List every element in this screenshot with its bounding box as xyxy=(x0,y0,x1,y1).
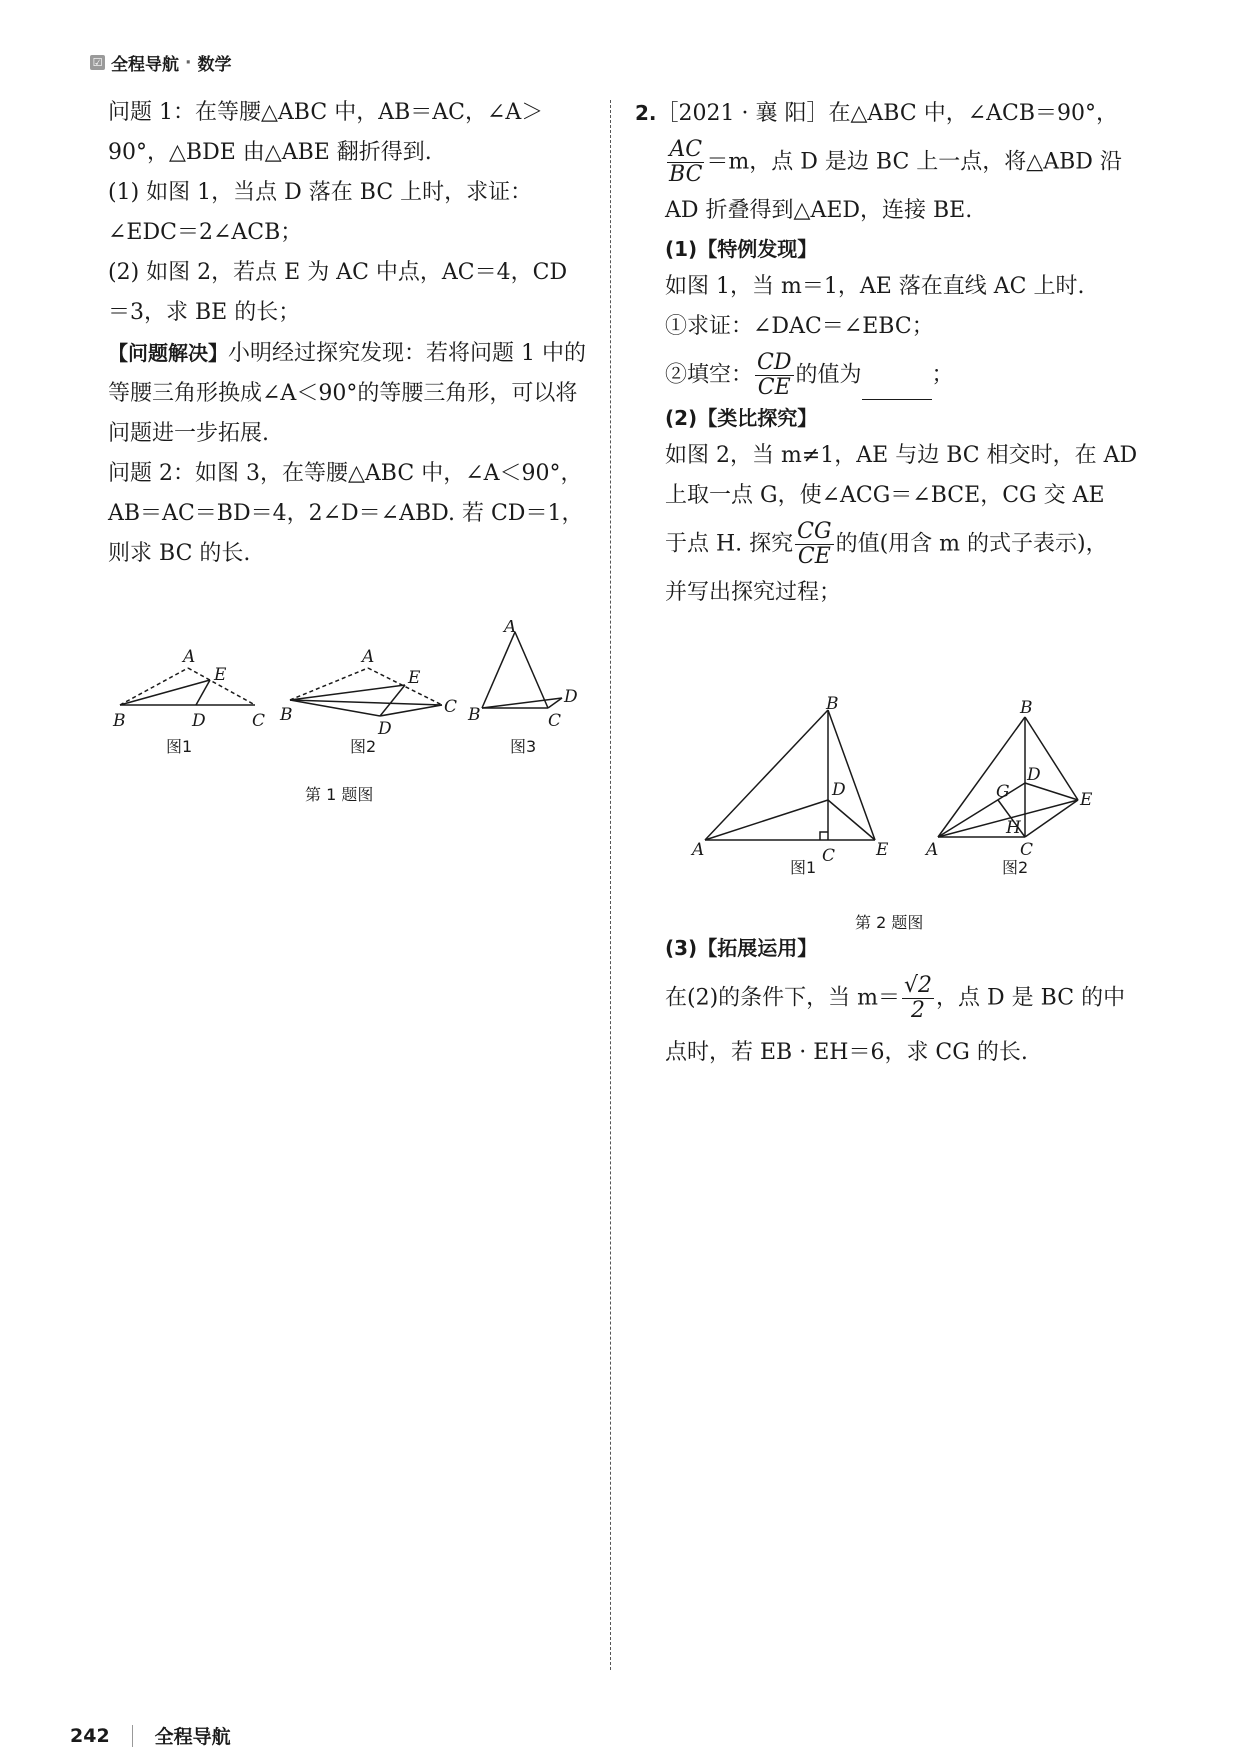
q2-line-3: AD 折叠得到△AED，连接 BE. xyxy=(665,198,973,223)
figure-1-diagram-3 xyxy=(482,632,562,708)
figure-1-caption: 第 1 题图 xyxy=(305,785,374,804)
fig3-label-B: B xyxy=(468,705,481,725)
explore-text: 于点 H. 探究 xyxy=(665,531,794,557)
footer-separator xyxy=(132,1725,133,1747)
figure-2-diagram-1 xyxy=(705,710,875,840)
problem-solving-tag: 【问题解决】 xyxy=(108,341,228,365)
figure-2-caption: 第 2 题图 xyxy=(855,913,924,932)
fig1-label-E: E xyxy=(214,665,227,685)
section-3-line-2: 点时，若 EB · EH＝6，求 CG 的长. xyxy=(665,1040,1028,1065)
checkbox-icon: ☑ xyxy=(90,55,105,70)
page-footer xyxy=(70,1722,231,1749)
problem-1-part-2: (2) 如图 2，若点 E 为 AC 中点，AC＝4，CD＝3，求 BE 的长； xyxy=(108,260,568,325)
fraction-denominator: CE xyxy=(797,544,831,569)
right-column-part-3 xyxy=(665,930,1155,1073)
fill-text: 的值为 xyxy=(795,362,862,388)
fraction-numerator: CD xyxy=(757,350,792,375)
section-2-line-1: 如图 2，当 m≠1，AE 与边 BC 相交时，在 AD xyxy=(665,443,1138,468)
fig1-label-C: C xyxy=(252,711,266,731)
fig3-label-C: C xyxy=(548,711,562,731)
section-2-line-4: 并写出探究过程； xyxy=(665,580,842,605)
r-fig2-label-B: B xyxy=(1020,698,1033,718)
explore-text-2: 的值(用含 m 的式子表示)， xyxy=(835,531,1108,557)
fill-label: ②填空： xyxy=(665,362,754,388)
fig1-caption: 图1 xyxy=(166,737,193,756)
q2-text-2: ＝m，点 D 是边 BC 上一点，将△ABD 沿 xyxy=(706,149,1122,175)
r-fig1-label-A: A xyxy=(692,840,705,860)
r-fig2-label-H: H xyxy=(1006,818,1021,838)
section-1-item-b xyxy=(665,351,1155,400)
r-fig1-caption: 图1 xyxy=(790,858,817,877)
fraction-numerator: CG xyxy=(797,519,832,544)
book-title: 全程导航 xyxy=(111,55,179,75)
fig2-label-E: E xyxy=(408,668,421,688)
fig3-caption: 图3 xyxy=(510,737,537,756)
figure-2-group xyxy=(680,695,1150,895)
fraction-cd-ce xyxy=(755,351,793,400)
fig2-label-C: C xyxy=(444,697,458,717)
q2-number: 2. xyxy=(635,101,657,125)
q2-line-1 xyxy=(635,93,1155,134)
problem-1-statement: 问题 1：在等腰△ABC 中，AB＝AC，∠A＞90°，△BDE 由△ABE 翻折得到. xyxy=(108,100,544,165)
fraction-numerator: √2 xyxy=(904,973,933,998)
r-fig2-label-C: C xyxy=(1020,840,1034,860)
left-column xyxy=(108,93,588,574)
section-3-heading: (3)【拓展运用】 xyxy=(665,936,818,960)
r-fig2-caption: 图2 xyxy=(1002,858,1029,877)
footer-title: 全程导航 xyxy=(154,1726,231,1748)
problem-2-statement: 问题 2：如图 3，在等腰△ABC 中，∠A＜90°，AB＝AC＝BD＝4，2∠D＝∠ABD. 若 CD＝1，则求 BC 的长. xyxy=(108,461,584,566)
section-2-line-2: 上取一点 G，使∠ACG＝∠BCE，CG 交 AE xyxy=(665,483,1105,508)
fig2-label-A: A xyxy=(362,647,375,667)
q2-text-1: 在△ABC 中，∠ACB＝90°， xyxy=(828,101,1119,126)
fig2-caption: 图2 xyxy=(350,737,377,756)
running-header xyxy=(90,50,231,75)
problem-solving-paragraph xyxy=(108,333,588,454)
fraction-sqrt2-2 xyxy=(902,974,934,1023)
fig3-label-A: A xyxy=(504,620,517,637)
right-column xyxy=(635,93,1155,613)
page-number: 242 xyxy=(70,1724,110,1747)
r-fig1-label-B: B xyxy=(826,695,839,714)
section-1-heading: (1)【特例发现】 xyxy=(665,237,818,261)
fill-end: ； xyxy=(931,362,954,388)
r-fig1-label-D: D xyxy=(832,780,846,800)
r-fig2-label-E: E xyxy=(1080,790,1093,810)
section-1-condition: 如图 1，当 m＝1，AE 落在直线 AC 上时. xyxy=(665,274,1085,299)
fraction-denominator: 2 xyxy=(911,998,926,1023)
figure-1-group xyxy=(100,620,590,770)
fraction-cg-ce xyxy=(795,520,833,569)
problem-1-part-1-claim: ∠EDC＝2∠ACB； xyxy=(108,220,303,245)
fig2-label-B: B xyxy=(280,705,293,725)
fig3-label-D: D xyxy=(564,687,578,707)
q2-line-2 xyxy=(665,138,1155,187)
r-fig2-label-G: G xyxy=(996,782,1010,802)
q2-source: ［2021 · 襄 阳］ xyxy=(656,101,829,126)
figure-1-diagram-1 xyxy=(120,668,255,705)
r-fig2-label-D: D xyxy=(1027,765,1041,785)
r-fig2-label-A: A xyxy=(926,840,939,860)
fraction-denominator: CE xyxy=(757,375,791,400)
section-1-item-a: ①求证：∠DAC＝∠EBC； xyxy=(665,314,934,339)
fraction-ac-bc xyxy=(667,138,704,187)
section-3-line-1 xyxy=(665,974,1155,1023)
problem-1-part-1: (1) 如图 1，当点 D 落在 BC 上时，求证： xyxy=(108,180,533,205)
fig1-label-B: B xyxy=(113,711,126,731)
apply-text: 在(2)的条件下，当 m＝ xyxy=(665,985,901,1011)
title-separator: · xyxy=(185,52,192,73)
section-2-line-3 xyxy=(665,520,1155,569)
fraction-denominator: BC xyxy=(669,162,703,187)
r-fig1-label-C: C xyxy=(822,846,836,866)
fraction-numerator: AC xyxy=(667,138,704,163)
answer-blank xyxy=(862,377,932,400)
fig2-label-D: D xyxy=(378,719,392,739)
column-divider xyxy=(610,100,611,1670)
problem-solving-text: 小明经过探究发现：若将问题 1 中的等腰三角形换成∠A＜90°的等腰三角形，可以将问题进一步拓展. xyxy=(108,341,586,446)
subject-name: 数学 xyxy=(197,55,232,75)
fig1-label-A: A xyxy=(183,647,196,667)
r-fig1-label-E: E xyxy=(876,840,889,860)
section-2-heading: (2)【类比探究】 xyxy=(665,406,818,430)
fig1-label-D: D xyxy=(192,711,206,731)
apply-text-2: ，点 D 是 BC 的中 xyxy=(936,985,1126,1011)
